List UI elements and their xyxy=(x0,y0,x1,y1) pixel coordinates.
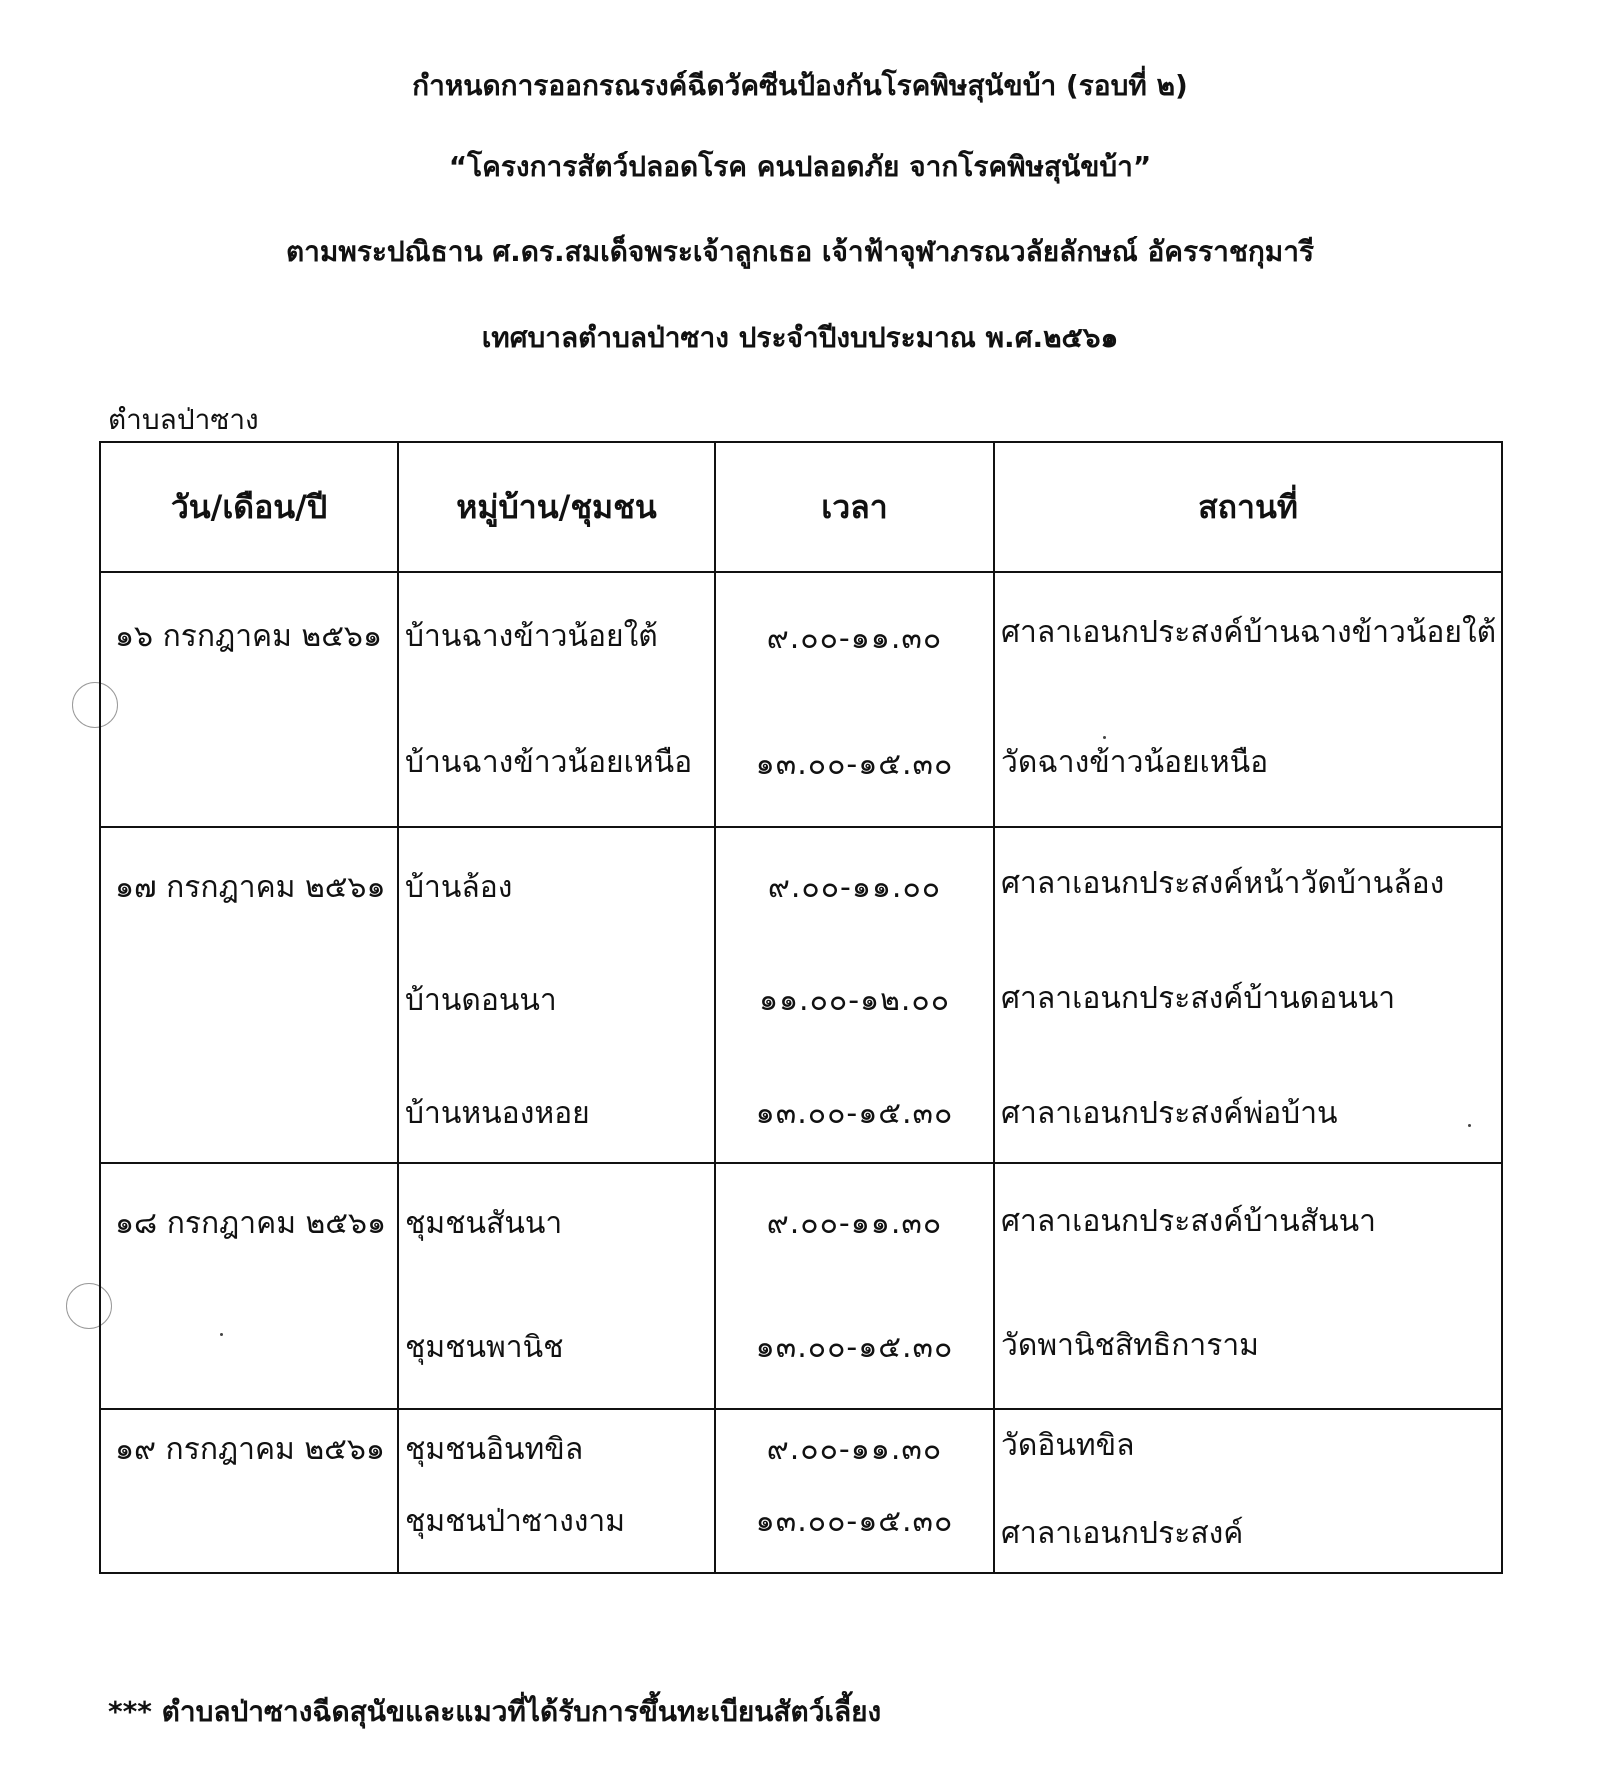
village-text: บ้านล้อง xyxy=(405,870,513,905)
place-text: ศาลาเอนกประสงค์ xyxy=(1001,1516,1244,1551)
village-text: ชุมชนอินทขิล xyxy=(405,1432,584,1467)
time-text: ๑๓.๐๐-๑๕.๓๐ xyxy=(755,1096,954,1131)
place-text: วัดฉางข้าวน้อยเหนือ xyxy=(1001,745,1269,780)
header-village: หมู่บ้าน/ชุมชน xyxy=(398,442,715,572)
place-text: ศาลาเอนกประสงค์หน้าวัดบ้านล้อง xyxy=(1001,866,1445,901)
place-cell xyxy=(994,1163,1502,1409)
time-text: ๑๓.๐๐-๑๕.๓๐ xyxy=(755,747,954,782)
header-date: วัน/เดือน/ปี xyxy=(100,442,398,572)
time-cell xyxy=(715,1409,994,1573)
place-cell xyxy=(994,572,1502,827)
document-title-line-3: ตามพระปณิธาน ศ.ดร.สมเด็จพระเจ้าลูกเธอ เจ้าฟ้าจุฬาภรณวลัยลักษณ์ อัครราชกุมารี xyxy=(286,235,1314,268)
footnote: *** ตำบลป่าซางฉีดสุนัขและแมวที่ได้รับการขึ้นทะเบียนสัตว์เลี้ยง xyxy=(108,1695,882,1728)
subdistrict-label: ตำบลป่าซาง xyxy=(108,403,259,436)
village-cell xyxy=(398,1163,715,1409)
time-text: ๑๓.๐๐-๑๕.๓๐ xyxy=(755,1330,954,1365)
place-cell xyxy=(994,1409,1502,1573)
place-cell xyxy=(994,827,1502,1163)
village-text: บ้านดอนนา xyxy=(405,983,557,1018)
village-cell xyxy=(398,1409,715,1573)
date-text: ๑๖ กรกฎาคม ๒๕๖๑ xyxy=(115,619,382,654)
date-cell xyxy=(100,572,398,827)
table-header-row xyxy=(100,442,1502,572)
place-text: ศาลาเอนกประสงค์บ้านฉางข้าวน้อยใต้ xyxy=(1001,615,1497,650)
time-text: ๑๓.๐๐-๑๕.๓๐ xyxy=(755,1504,954,1539)
village-text: ชุมชนพานิช xyxy=(405,1330,564,1365)
table-row xyxy=(100,827,1502,1163)
place-text: วัดพานิชสิทธิการาม xyxy=(1001,1328,1259,1363)
vaccination-schedule-table xyxy=(99,441,1503,1574)
time-text: ๑๑.๐๐-๑๒.๐๐ xyxy=(758,983,951,1018)
time-text: ๙.๐๐-๑๑.๓๐ xyxy=(766,1432,943,1467)
place-text: ศาลาเอนกประสงค์บ้านสันนา xyxy=(1001,1204,1376,1239)
date-cell xyxy=(100,1409,398,1573)
village-cell xyxy=(398,572,715,827)
date-text: ๑๗ กรกฎาคม ๒๕๖๑ xyxy=(115,870,386,905)
village-text: บ้านหนองหอย xyxy=(405,1096,590,1131)
village-text: ชุมชนป่าซางงาม xyxy=(405,1504,626,1539)
table-row xyxy=(100,572,1502,827)
table-row xyxy=(100,1409,1502,1573)
time-text: ๙.๐๐-๑๑.๓๐ xyxy=(766,1206,943,1241)
village-text: บ้านฉางข้าวน้อยใต้ xyxy=(405,619,658,654)
date-text: ๑๘ กรกฎาคม ๒๕๖๑ xyxy=(115,1206,387,1241)
table-row xyxy=(100,1163,1502,1409)
time-cell xyxy=(715,827,994,1163)
place-text: วัดอินทขิล xyxy=(1001,1428,1135,1463)
date-text: ๑๙ กรกฎาคม ๒๕๖๑ xyxy=(115,1432,385,1467)
document-title-line-4: เทศบาลตำบลป่าซาง ประจำปีงบประมาณ พ.ศ.๒๕๖๑ xyxy=(481,321,1119,354)
time-cell xyxy=(715,572,994,827)
date-cell xyxy=(100,1163,398,1409)
village-text: บ้านฉางข้าวน้อยเหนือ xyxy=(405,745,693,780)
time-text: ๙.๐๐-๑๑.๐๐ xyxy=(767,870,942,905)
document-title-line-2: “โครงการสัตว์ปลอดโรค คนปลอดภัย จากโรคพิษสุนัขบ้า” xyxy=(448,150,1152,183)
time-cell xyxy=(715,1163,994,1409)
document-title-line-1: กำหนดการออกรณรงค์ฉีดวัคซีนป้องกันโรคพิษสุนัขบ้า (รอบที่ ๒) xyxy=(412,69,1188,102)
header-place: สถานที่ xyxy=(994,442,1502,572)
place-text: ศาลาเอนกประสงค์บ้านดอนนา xyxy=(1001,981,1396,1016)
village-cell xyxy=(398,827,715,1163)
date-cell xyxy=(100,827,398,1163)
village-text: ชุมชนสันนา xyxy=(405,1206,563,1241)
time-text: ๙.๐๐-๑๑.๓๐ xyxy=(766,621,943,656)
header-time: เวลา xyxy=(715,442,994,572)
place-text: ศาลาเอนกประสงค์พ่อบ้าน xyxy=(1001,1096,1338,1131)
